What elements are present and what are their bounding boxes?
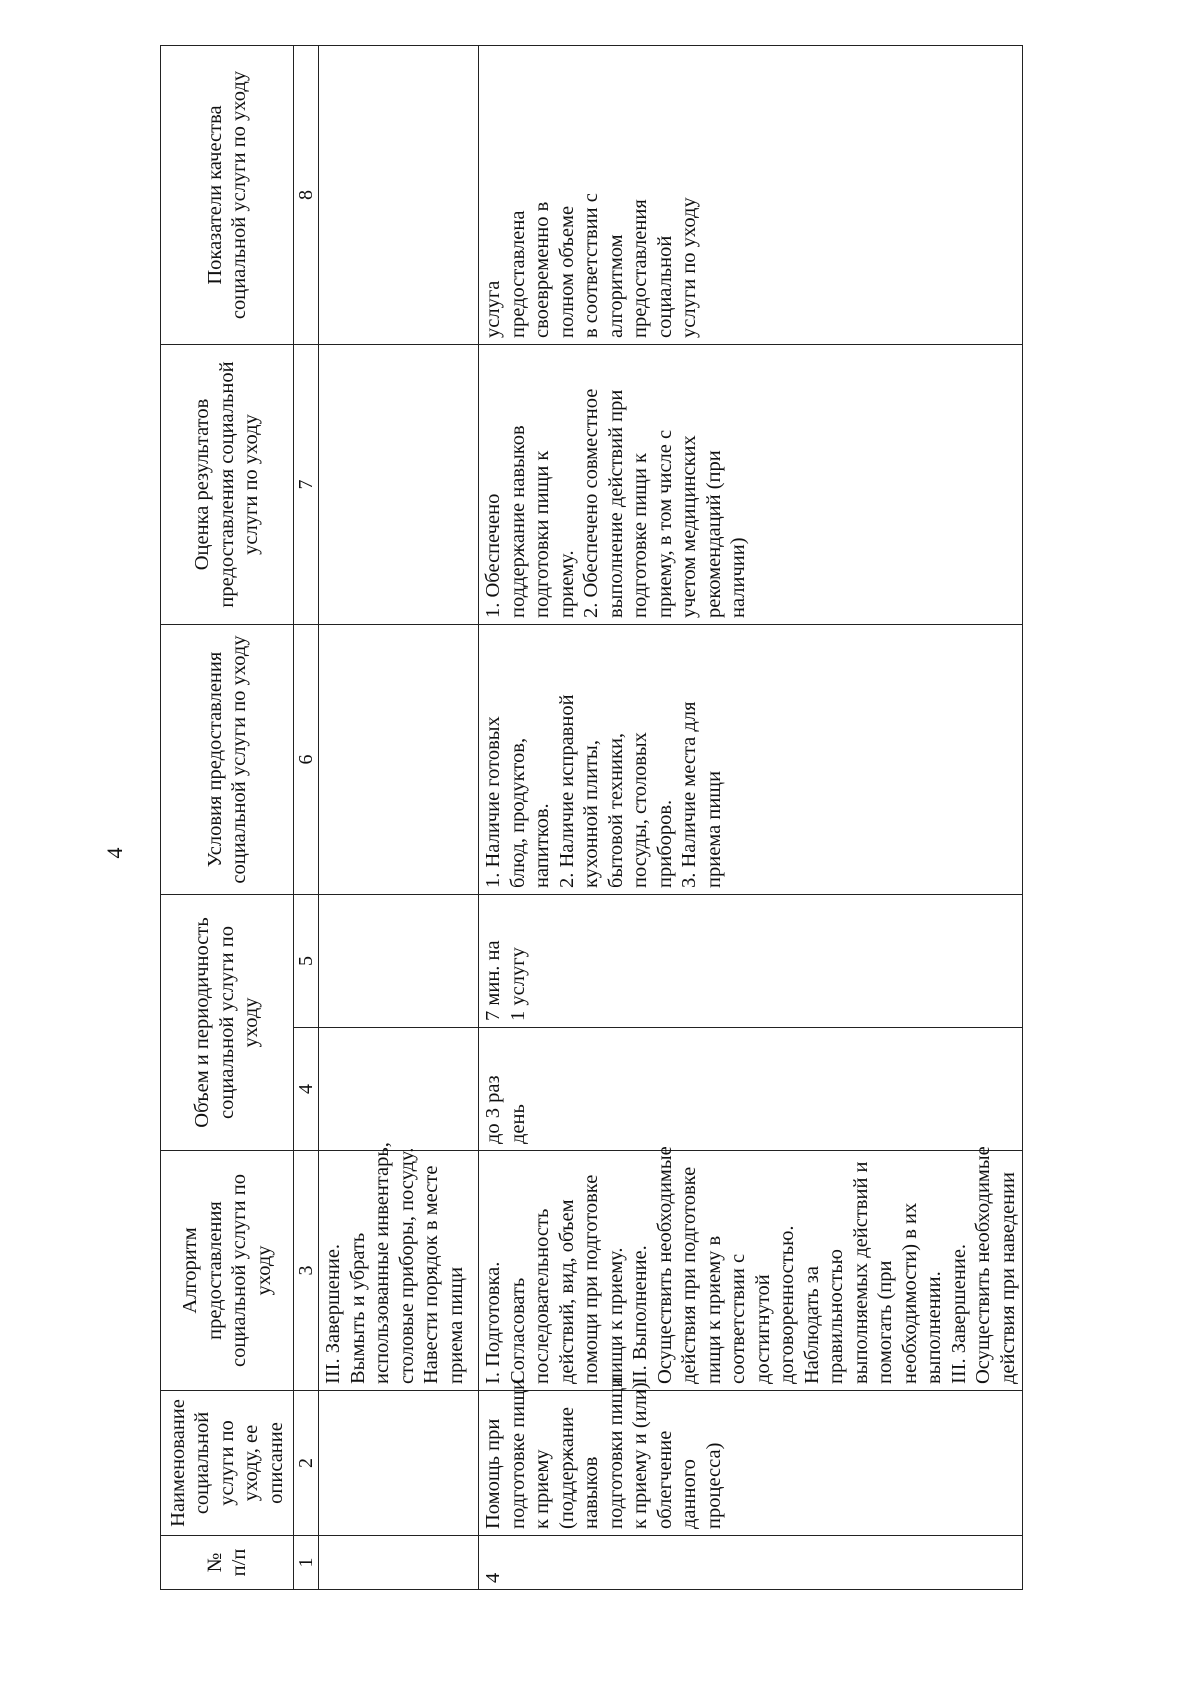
cell-text-line: социальной [653, 235, 676, 338]
cell-text-line: предоставления [629, 199, 651, 338]
cell-text-line: необходимости) в их [898, 1202, 921, 1384]
cell-text-line: Осуществить необходимые [972, 1146, 994, 1384]
cell-name [479, 1376, 1023, 1536]
cell-text-line: приема пищи [702, 770, 725, 888]
cell-text-line: Помощь при [482, 1418, 504, 1529]
cell-name [319, 1391, 479, 1536]
cell-text-line: Наблюдать за [800, 1266, 823, 1384]
header-evaluation: Оценка результатов предоставления социальной услуги по уходу [161, 345, 294, 625]
cell-num: 4 [479, 1536, 1023, 1590]
page-number: 4 [102, 847, 127, 859]
cell-periodicity [319, 1028, 479, 1151]
cell-quality [319, 46, 479, 345]
cell-text-line: навыков [580, 1456, 602, 1529]
col-number: 2 [294, 1391, 319, 1536]
cell-text-line: к приему [531, 1449, 553, 1529]
cell-text-line: наличии) [727, 537, 749, 618]
cell-text-line: 2. Наличие исправной [555, 694, 578, 888]
cell-text-line: действий, вид, объем [555, 1199, 578, 1384]
cell-text-line: выполнение действий при [604, 389, 627, 618]
cell-text-line: данного [678, 1459, 700, 1529]
cell-text-line: своевременно в [531, 201, 553, 338]
table-row-continuation [319, 46, 479, 1590]
cell-text-line: Согласовать [506, 1277, 529, 1384]
cell-text-line: Осуществить необходимые [653, 1146, 676, 1384]
cell-text-line: (поддержание [555, 1407, 578, 1529]
cell-text-line: в соответствии с [580, 193, 602, 338]
rotated-table-container [160, 46, 1114, 1590]
cell-evaluation [319, 345, 479, 625]
col-number: 7 [294, 345, 319, 625]
cell-text-line: напитков. [531, 803, 553, 888]
cell-text-line: использованные инвентарь, [371, 1142, 393, 1384]
cell-text-line: правильностью [825, 1248, 847, 1384]
cell-conditions [319, 625, 479, 895]
cell-text-line: подготовки пищи к [531, 450, 553, 618]
cell-text-line: рекомендаций (при [702, 450, 725, 618]
cell-text-line: помогать (при [874, 1260, 896, 1384]
header-quality: Показатели качества социальной услуги по уходу [161, 46, 294, 345]
col-number: 3 [294, 1151, 319, 1391]
cell-text-line: приборов. [653, 799, 676, 888]
cell-text-line: 1. Наличие готовых [482, 716, 504, 888]
header-algorithm: Алгоритм предоставления социальной услуги по уходу [161, 1151, 294, 1391]
cell-text-line: соответствии с [727, 1253, 749, 1384]
header-volume-periodicity: Объем и периодичность социальной услуги по уходу [161, 895, 294, 1151]
header-num: № п/п [161, 1536, 294, 1590]
cell-text-line: III. Завершение. [322, 1243, 344, 1384]
cell-text-line: пищи к приему в [702, 1235, 725, 1384]
cell-text-line: выполнении. [923, 1271, 945, 1384]
cell-text-line: III. Завершение. [947, 1243, 970, 1384]
cell-periodicity [479, 1028, 1023, 1151]
col-number: 8 [294, 46, 319, 345]
cell-text-line: услуги по уходу [678, 197, 700, 338]
cell-text-line: день [506, 1104, 529, 1144]
cell-text-line: облегчение [653, 1430, 676, 1529]
cell-text-line: блюд, продуктов, [506, 737, 529, 888]
cell-text-line: I. Подготовка. [482, 1261, 504, 1384]
header-conditions: Условия предоставления социальной услуги по уходу [161, 625, 294, 895]
cell-num [319, 1536, 479, 1590]
cell-text-line: Вымыть и убрать [346, 1232, 369, 1384]
cell-text-line: приема пищи [444, 1266, 467, 1384]
cell-text-line: кухонной плиты, [580, 740, 602, 888]
cell-text-line: достигнутой [751, 1274, 774, 1384]
cell-text-line: к приему и (или) [629, 1382, 651, 1529]
cell-text-line: приему. [555, 550, 578, 618]
header-row [161, 46, 294, 1590]
cell-text-line: 1. Обеспечено [482, 493, 504, 618]
cell-text-line: договоренностью. [776, 1225, 798, 1384]
cell-text-line: столовые приборы, посуду. [395, 1147, 418, 1384]
cell-text-line: приему, в том числе с [653, 429, 676, 618]
cell-text-line: бытовой техники, [604, 732, 627, 888]
cell-text-line: 2. Обеспечено совместное [580, 388, 602, 618]
cell-text-line: процесса) [702, 1442, 725, 1529]
services-table [160, 45, 1023, 1590]
cell-text-line: 3. Наличие места для [678, 701, 700, 888]
cell-conditions [479, 625, 1023, 895]
cell-text-line: 1 услугу [506, 947, 529, 1021]
col-number: 4 [294, 1028, 319, 1151]
cell-text-line: поддержание навыков [506, 425, 529, 618]
header-name: Наименование социальной услуги по уходу, ее описание [161, 1391, 294, 1536]
cell-text-line: Навести порядок в месте [420, 1165, 442, 1384]
cell-text-line: 7 мин. на [482, 940, 504, 1021]
cell-text-line: полном объеме [555, 205, 578, 338]
cell-text-line: выполняемых действий и [849, 1161, 872, 1384]
cell-text-line: подготовки пищи [604, 1376, 627, 1529]
cell-text-line: последовательность [531, 1208, 553, 1384]
cell-text-line: пищи к приему. [604, 1247, 627, 1384]
cell-algorithm [479, 1146, 1023, 1391]
table-row-4 [479, 46, 1023, 1590]
cell-text-line: II. Выполнение. [629, 1245, 651, 1384]
cell-text-line: действия при подготовке [678, 1166, 700, 1384]
cell-text-line: алгоритмом [604, 234, 627, 338]
cell-text-line: помощи при подготовке [580, 1174, 602, 1384]
cell-quality [479, 46, 1023, 345]
cell-text-line: до 3 раз [482, 1075, 504, 1144]
cell-text-line: посуды, столовых [629, 732, 651, 888]
cell-algorithm [319, 1142, 479, 1391]
cell-volume [479, 895, 1023, 1028]
cell-text-line: учетом медицинских [678, 435, 700, 618]
cell-text-line: действия при наведении [996, 1172, 1019, 1384]
cell-evaluation [479, 345, 1023, 625]
col-number: 6 [294, 625, 319, 895]
cell-text-line: подготовке пищи к [629, 452, 651, 618]
cell-volume [319, 895, 479, 1028]
cell-text-line: предоставлена [506, 210, 529, 338]
col-number: 1 [294, 1536, 319, 1590]
column-numbers-row [294, 46, 319, 1590]
col-number: 5 [294, 895, 319, 1028]
cell-text-line: подготовке пищи [506, 1379, 529, 1529]
cell-text-line: услуга [482, 280, 504, 338]
